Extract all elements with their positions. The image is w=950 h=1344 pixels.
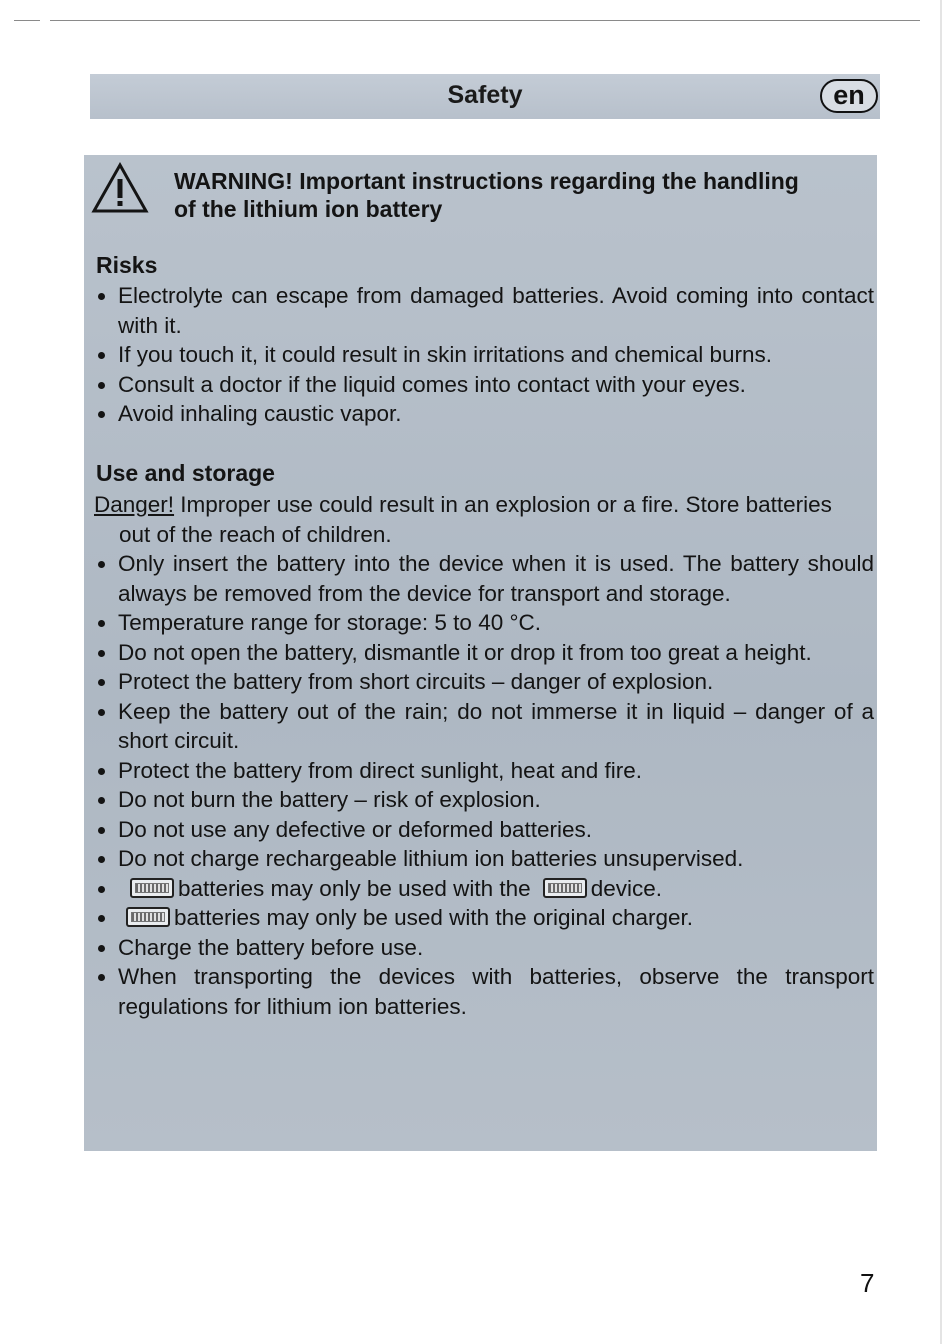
list-item: Electrolyte can escape from damaged batteries. Avoid coming into contact with it.	[92, 281, 874, 340]
list-item: Avoid inhaling caustic vapor.	[92, 399, 874, 429]
list-item: Do not use any defective or deformed batteries.	[92, 815, 874, 845]
section-header-bar	[90, 74, 880, 119]
list-item: Charge the battery before use.	[92, 933, 874, 963]
logo-item-text: batteries may only be used with the	[178, 875, 531, 901]
warning-triangle-icon	[90, 161, 150, 215]
list-item: Temperature range for storage: 5 to 40 °C.	[92, 608, 874, 638]
list-item: Protect the battery from short circuits – danger of explosion.	[92, 667, 874, 697]
list-item: Consult a doctor if the liquid comes into contact with your eyes.	[92, 370, 874, 400]
top-rule	[50, 20, 920, 21]
list-item: Do not charge rechargeable lithium ion batteries unsupervised.	[92, 844, 874, 874]
warning-panel	[84, 155, 877, 1151]
top-rule-stub	[14, 20, 40, 21]
list-item: Do not open the battery, dismantle it or drop it from too great a height.	[92, 638, 874, 668]
list-item: When transporting the devices with batteries, observe the transport regulations for lithium ion batteries.	[92, 962, 874, 1021]
list-item: Only insert the battery into the device when it is used. The battery should always be removed from the device for transport and storage.	[92, 549, 874, 608]
list-item-logo	[92, 874, 874, 904]
use-storage-list	[92, 549, 874, 1021]
risks-heading: Risks	[96, 252, 158, 278]
danger-paragraph	[94, 490, 872, 549]
list-item-logo	[92, 903, 874, 933]
page-edge	[940, 0, 942, 1344]
warning-heading-line2: of the lithium ion battery	[174, 196, 443, 222]
danger-text-line1: Improper use could result in an explosion or a fire. Store batteries	[174, 492, 832, 517]
list-item: Do not burn the battery – risk of explosion.	[92, 785, 874, 815]
list-item: Protect the battery from direct sunlight, heat and fire.	[92, 756, 874, 786]
warning-heading-line1: WARNING! Important instructions regarding the handling	[174, 168, 799, 194]
section-title: Safety	[447, 81, 523, 109]
danger-text-line2: out of the reach of children.	[119, 521, 392, 547]
brand-logo-icon	[543, 878, 587, 898]
brand-logo-icon	[130, 878, 174, 898]
use-storage-heading: Use and storage	[96, 460, 275, 486]
logo-item-text: batteries may only be used with the original charger.	[174, 905, 694, 930]
brand-logo-icon	[126, 907, 170, 927]
page-number: 7	[860, 1268, 875, 1298]
list-item: Keep the battery out of the rain; do not immerse it in liquid – danger of a short circuit.	[92, 697, 874, 756]
logo-item-text: device.	[590, 875, 662, 901]
list-item: If you touch it, it could result in skin irritations and chemical burns.	[92, 340, 874, 370]
risks-list	[92, 281, 874, 429]
language-badge: en	[820, 79, 878, 113]
danger-label: Danger!	[94, 492, 175, 517]
warning-heading	[174, 167, 864, 223]
